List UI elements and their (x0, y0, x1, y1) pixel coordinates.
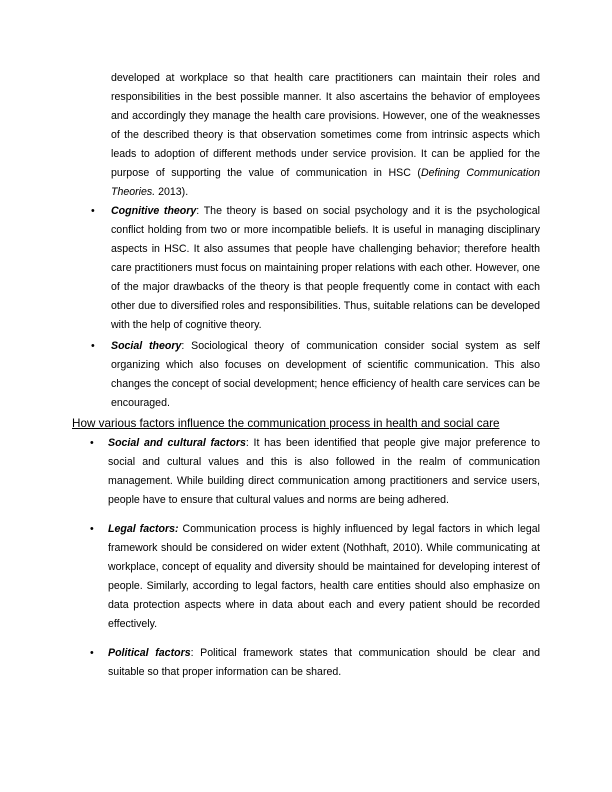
theory-term: Cognitive theory (111, 205, 197, 217)
bullet-icon: • (91, 205, 95, 217)
bullet-icon: • (90, 647, 94, 659)
bullet-icon: • (91, 340, 95, 352)
factor-term: Social and cultural factors (108, 437, 246, 449)
factors-list (90, 434, 541, 692)
list-item (91, 202, 540, 335)
citation-tail: 2013). (155, 186, 189, 198)
bullet-icon: • (90, 523, 94, 535)
theory-text: : Sociological theory of communication consider social system as self organizing which also focuses on development of scientific communication. This also changes the concept of social development; hence efficiency of health care services can be encouraged. (111, 340, 540, 409)
list-item (91, 337, 540, 413)
factor-text: : Political framework states that communication should be clear and suitable so that proper information can be shared. (108, 647, 541, 678)
list-item (90, 434, 540, 510)
factor-term: Legal factors: (108, 523, 179, 535)
factor-text: : It has been identified that people give major preference to social and cultural values and this is also followed in the realm of communication management. While building direct communication among practitioners and service users, people have to ensure that cultural values and norms are being adhered. (108, 437, 540, 506)
bullet-icon: • (90, 437, 94, 449)
theory-text: : The theory is based on social psychology and it is the psychological conflict holding from two or more incompatible beliefs. It is useful in managing disciplinary aspects in HSC. It also assumes that people have challenging behavior; therefore health care practitioners must focus on maintaining proper relations with each other. However, one of the major drawbacks of the theory is that people frequently come in contact with each other due to diversified roles and responsibilities. Thus, suitable relations can be developed with the help of cognitive theory. (111, 205, 540, 331)
list-item (90, 644, 541, 682)
theories-list (91, 202, 540, 415)
factor-term: Political factors (108, 647, 191, 659)
intro-paragraph (111, 69, 540, 202)
section-heading: How various factors influence the communication process in health and social care (72, 417, 500, 430)
list-item (90, 520, 540, 634)
citation-title: Defining Communication Theories. (111, 167, 540, 198)
theory-term: Social theory (111, 340, 182, 352)
factor-text: Communication process is highly influenced by legal factors in which legal framework should be considered on wider extent (Nothhaft, 2010). While communicating at workplace, concept of equality and diversity should be maintained for developing interest of people. Similarly, according to legal factors, health care entities should also emphasize on data protection aspects where in data about each and every patient should be recorded effectively. (108, 523, 540, 630)
intro-text: developed at workplace so that health care practitioners can maintain their roles and responsibilities in the best possible manner. It also ascertains the behavior of employees and accordingly they manage the health care provisions. However, one of the weaknesses of the described theory is that observation sometimes come from intrinsic aspects which leads to adoption of different methods under service provision. It can be applied for the purpose of supporting the value of communication in HSC ( (111, 72, 540, 179)
